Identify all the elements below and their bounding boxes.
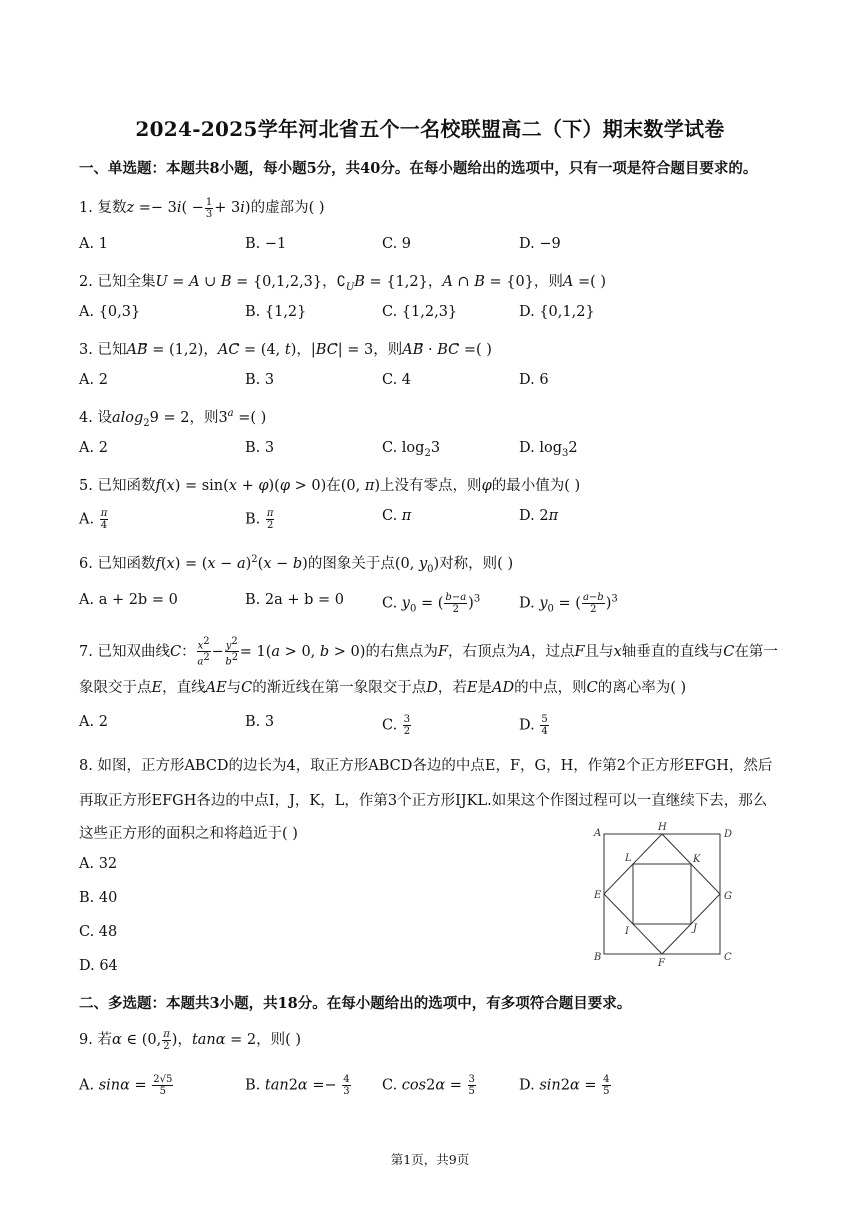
label-c: C (724, 952, 732, 963)
question-8-line-3: 这些正方形的面积之和将趋近于( ) (79, 826, 298, 842)
q8-option-a[interactable]: A. 32 (79, 856, 118, 872)
q2-option-d[interactable]: D. {0,1,2} (519, 304, 595, 320)
question-8-line-2: 再取正方形EFGH各边的中点I，J，K，L，作第3个正方形IJKL.如果这个作图过程可以一直继续下去，那么 (79, 793, 768, 809)
q6-option-a[interactable]: A. a + 2b = 0 (79, 592, 178, 608)
q8-option-c[interactable]: C. 48 (79, 924, 118, 940)
label-h: H (658, 822, 667, 833)
q7-option-c[interactable]: C. $\frac{3}{2}$ (382, 714, 411, 737)
nested-squares-figure (588, 820, 738, 970)
question-4: 4. 设alog$_2$9 = 2，则$3^a$ =( ) (79, 408, 267, 429)
q1-option-c[interactable]: C. 9 (382, 236, 412, 252)
q2-option-a[interactable]: A. {0,3} (79, 304, 141, 320)
question-5-options (79, 508, 779, 532)
question-6: 6. 已知函数$f(x) = (x - a)^2(x - b)$的图象关于点(0, $y_0$)对称，则( ) (79, 554, 514, 575)
q1-option-a[interactable]: A. 1 (79, 236, 108, 252)
q7-option-d[interactable]: D. $\frac{5}{4}$ (519, 714, 548, 737)
q2-option-c[interactable]: C. {1,2,3} (382, 304, 458, 320)
section-single-choice: 一、单选题：本题共8小题，每小题5分，共40分。在每小题给出的选项中，只有一项是符合题目要求的。 (79, 160, 758, 177)
q7-option-a[interactable]: A. 2 (79, 714, 108, 730)
label-j: J (693, 923, 698, 934)
q4-option-b[interactable]: B. 3 (245, 440, 275, 456)
question-4-options (79, 440, 779, 464)
q2-option-b[interactable]: B. {1,2} (245, 304, 307, 320)
q9-option-a[interactable]: A. sinα = $\frac{2√5}{5}$ (79, 1074, 173, 1097)
question-7-line-2: 象限交于点E，直线AE与C的渐近线在第一象限交于点D，若E是AD的中点，则C的离心率为( ) (79, 680, 687, 696)
q3-option-d[interactable]: D. 6 (519, 372, 549, 388)
q4-option-d[interactable]: D. $\log_32$ (519, 440, 578, 459)
q5-option-d[interactable]: D. 2π (519, 508, 559, 524)
question-3: 3. 已知AB⃗ = (1,2)，AC⃗ = (4, t)，|BC⃗| = 3，则AB⃗ · BC⃗ =( ) (79, 342, 492, 358)
q5-option-c[interactable]: C. π (382, 508, 412, 524)
q4-option-c[interactable]: C. $\log_23$ (382, 440, 441, 459)
q6-option-d[interactable]: D. $y_0$ = ( $\frac{a-b}{2}$ )$^3$ (519, 592, 618, 615)
label-i: I (625, 926, 629, 937)
label-f: F (658, 958, 665, 969)
question-9: 9. 若α ∈ (0, $\frac{\pi}{2}$ )，tanα = 2，则( ) (79, 1028, 302, 1052)
q3-option-c[interactable]: C. 4 (382, 372, 412, 388)
q6-option-c[interactable]: C. $y_0$ = ( $\frac{b-a}{2}$ )$^3$ (382, 592, 481, 615)
section-multiple-choice: 二、多选题：本题共3小题，共18分。在每小题给出的选项中，有多项符合题目要求。 (79, 995, 632, 1012)
label-b: B (594, 952, 602, 963)
label-l: L (625, 853, 632, 864)
label-g: G (724, 891, 732, 902)
question-2: 2. 已知全集U = A ∪ B = {0,1,2,3}，$∁_UB = \{1,2\}$，A ∩ B = {0}，则A =( ) (79, 274, 607, 293)
question-6-options (79, 592, 779, 616)
page-footer: 第1页，共9页 (390, 1152, 470, 1167)
q9-option-c[interactable]: C. cos2α = $\frac{3}{5}$ (382, 1074, 475, 1097)
q1-option-b[interactable]: B. −1 (245, 236, 287, 252)
q5-option-a[interactable]: A. $\frac{\pi}{4}$ (79, 508, 108, 531)
square-efgh (604, 834, 720, 954)
question-2-options (79, 304, 779, 328)
label-d: D (724, 829, 733, 840)
q6-option-b[interactable]: B. 2a + b = 0 (245, 592, 344, 608)
label-k: K (693, 854, 701, 865)
label-e: E (594, 890, 602, 901)
q9-option-b[interactable]: B. tan2α =− $\frac{4}{3}$ (245, 1074, 350, 1097)
question-7-line-1: 7. 已知双曲线C： $\frac{x^2}{a^2}$ − $\frac{y^2}{b^2}$ = 1(a > 0, b > 0)的右焦点为F，右顶点为A，过点F且与x轴垂直的直线与C在第一 (79, 636, 778, 668)
question-8-line-1: 8. 如图，正方形ABCD的边长为4，取正方形ABCD各边的中点E，F，G，H，作第2个正方形EFGH，然后 (79, 758, 773, 774)
question-5: 5. 已知函数f(x) = sin(x + φ)(φ > 0)在(0, π)上没有零点，则φ的最小值为( ) (79, 478, 581, 494)
question-1: 1. 复数z =− 3i( − $\frac{1}{3}$ + 3i)的虚部为( ) (79, 196, 325, 220)
q8-option-b[interactable]: B. 40 (79, 890, 118, 906)
q5-option-b[interactable]: B. $\frac{\pi}{2}$ (245, 508, 274, 531)
q4-option-a[interactable]: A. 2 (79, 440, 108, 456)
q1-option-d[interactable]: D. −9 (519, 236, 561, 252)
square-ijkl (633, 864, 691, 924)
q8-option-d[interactable]: D. 64 (79, 958, 118, 974)
page-title: 2024-2025学年河北省五个一名校联盟高二（下）期末数学试卷 (135, 117, 725, 141)
question-7-options (79, 714, 779, 738)
question-3-options (79, 372, 779, 396)
square-abcd (604, 834, 720, 954)
q7-option-b[interactable]: B. 3 (245, 714, 275, 730)
label-a: A (594, 828, 602, 839)
q3-option-a[interactable]: A. 2 (79, 372, 108, 388)
question-1-options (79, 236, 779, 260)
q9-option-d[interactable]: D. sin2α = $\frac{4}{5}$ (519, 1074, 610, 1097)
q3-option-b[interactable]: B. 3 (245, 372, 275, 388)
question-9-options (79, 1074, 779, 1098)
